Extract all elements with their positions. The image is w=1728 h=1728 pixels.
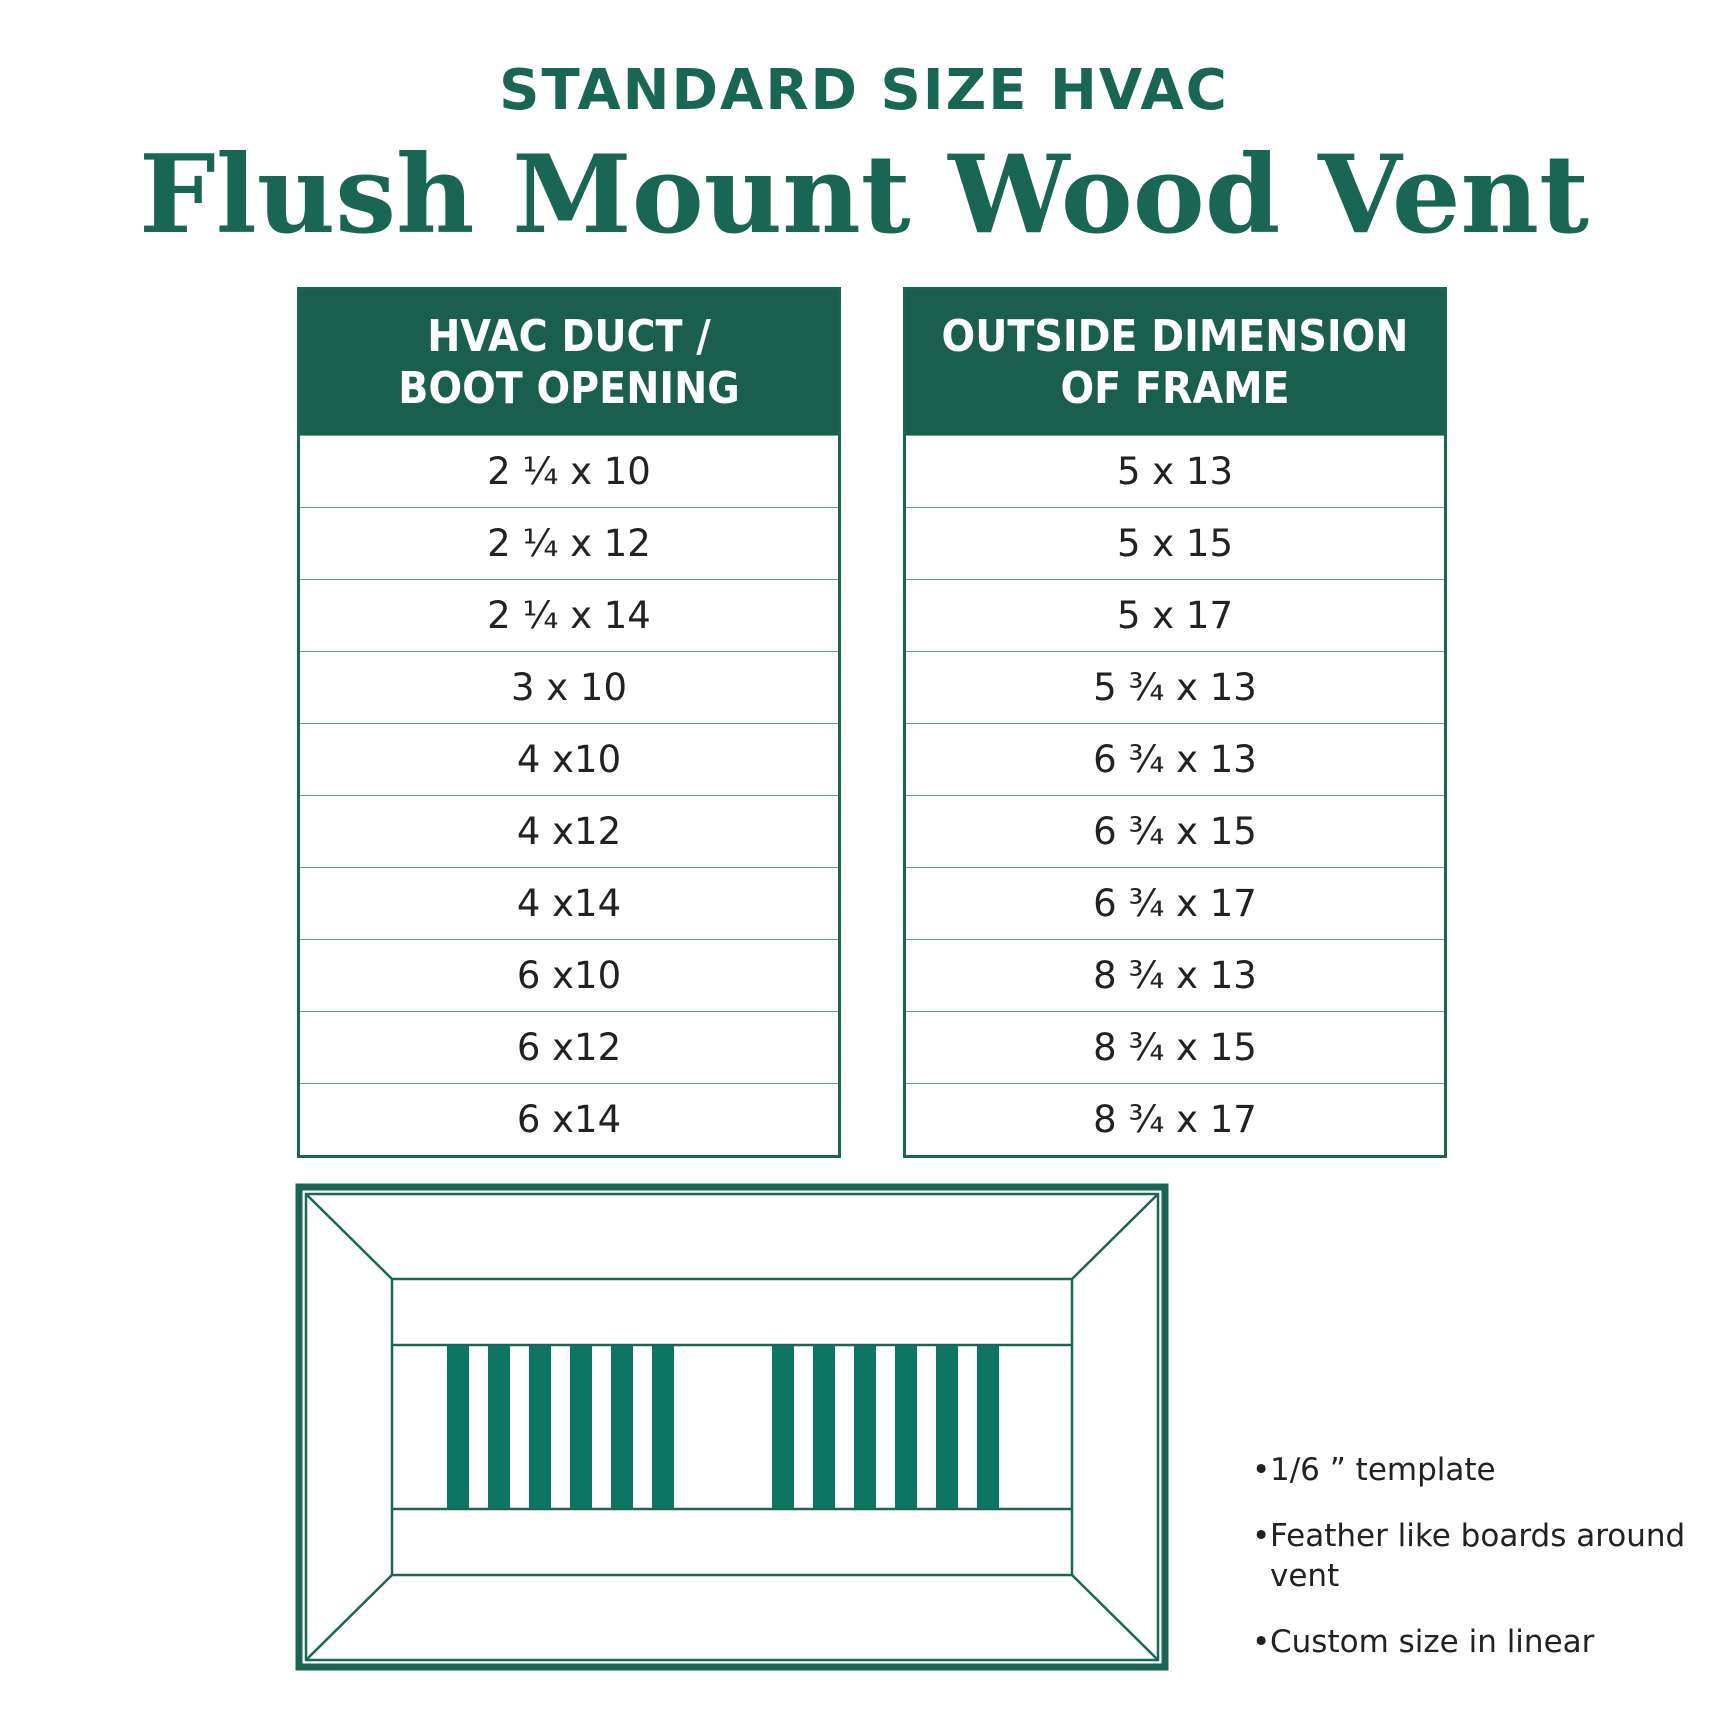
outer-frame [299,1187,1165,1667]
table-row: 3 x 10 [300,651,838,723]
table-row: 5 x 15 [906,507,1444,579]
table-row: 5 ¾ x 13 [906,651,1444,723]
table-row: 4 x10 [300,723,838,795]
grille-slat [570,1346,592,1508]
table-row: 4 x12 [300,795,838,867]
table-row: 6 ¾ x 17 [906,867,1444,939]
table-row: 2 ¼ x 14 [300,579,838,651]
list-item [1252,1622,1712,1662]
grille-slat [813,1346,835,1508]
list-item [1252,1516,1712,1596]
subtitle: STANDARD SIZE HVAC [499,58,1229,123]
table-row: 6 ¾ x 13 [906,723,1444,795]
bullet: • [1252,1452,1271,1488]
grille-slat [772,1346,794,1508]
grille-slat [488,1346,510,1508]
header-line: HVAC DUCT / [427,310,711,362]
grille-slat [977,1346,999,1508]
miter-line [306,1575,392,1660]
note-text: Feather like boards around vent [1270,1518,1686,1594]
frame-dimension-table [903,287,1447,1158]
bullet: • [1252,1518,1271,1554]
table-row: 6 x14 [300,1083,838,1155]
grille-slat [936,1346,958,1508]
header-line: OF FRAME [1060,362,1290,414]
miter-line [306,1194,392,1279]
grille-slat [529,1346,551,1508]
grille-slat [447,1346,469,1508]
grille-slats [447,1346,999,1508]
note-text: Custom size in linear [1270,1624,1595,1660]
notes-list [1252,1450,1712,1688]
bullet: • [1252,1624,1271,1660]
table-row: 8 ¾ x 13 [906,939,1444,1011]
grille-slat [652,1346,674,1508]
miter-line [1072,1575,1158,1660]
table-row: 2 ¼ x 12 [300,507,838,579]
table-row: 6 x10 [300,939,838,1011]
table-row: 8 ¾ x 15 [906,1011,1444,1083]
table-row: 5 x 13 [906,435,1444,507]
table-row: 4 x14 [300,867,838,939]
frame-inner-edge [306,1194,1158,1660]
table-header [300,290,838,435]
grille-slat [854,1346,876,1508]
table-row: 6 ¾ x 15 [906,795,1444,867]
miter-line [1072,1194,1158,1279]
page-title: Flush Mount Wood Vent [139,132,1589,258]
duct-opening-table [297,287,841,1158]
header-line: OUTSIDE DIMENSION [941,310,1409,362]
table-row: 5 x 17 [906,579,1444,651]
table-row: 2 ¼ x 10 [300,435,838,507]
table-row: 6 x12 [300,1011,838,1083]
note-text: 1/6 ” template [1270,1452,1496,1488]
list-item [1252,1450,1712,1490]
grille-slat [895,1346,917,1508]
table-row: 8 ¾ x 17 [906,1083,1444,1155]
grille-slat [611,1346,633,1508]
header-line: BOOT OPENING [398,362,740,414]
table-header [906,290,1444,435]
vent-diagram [295,1183,1169,1671]
